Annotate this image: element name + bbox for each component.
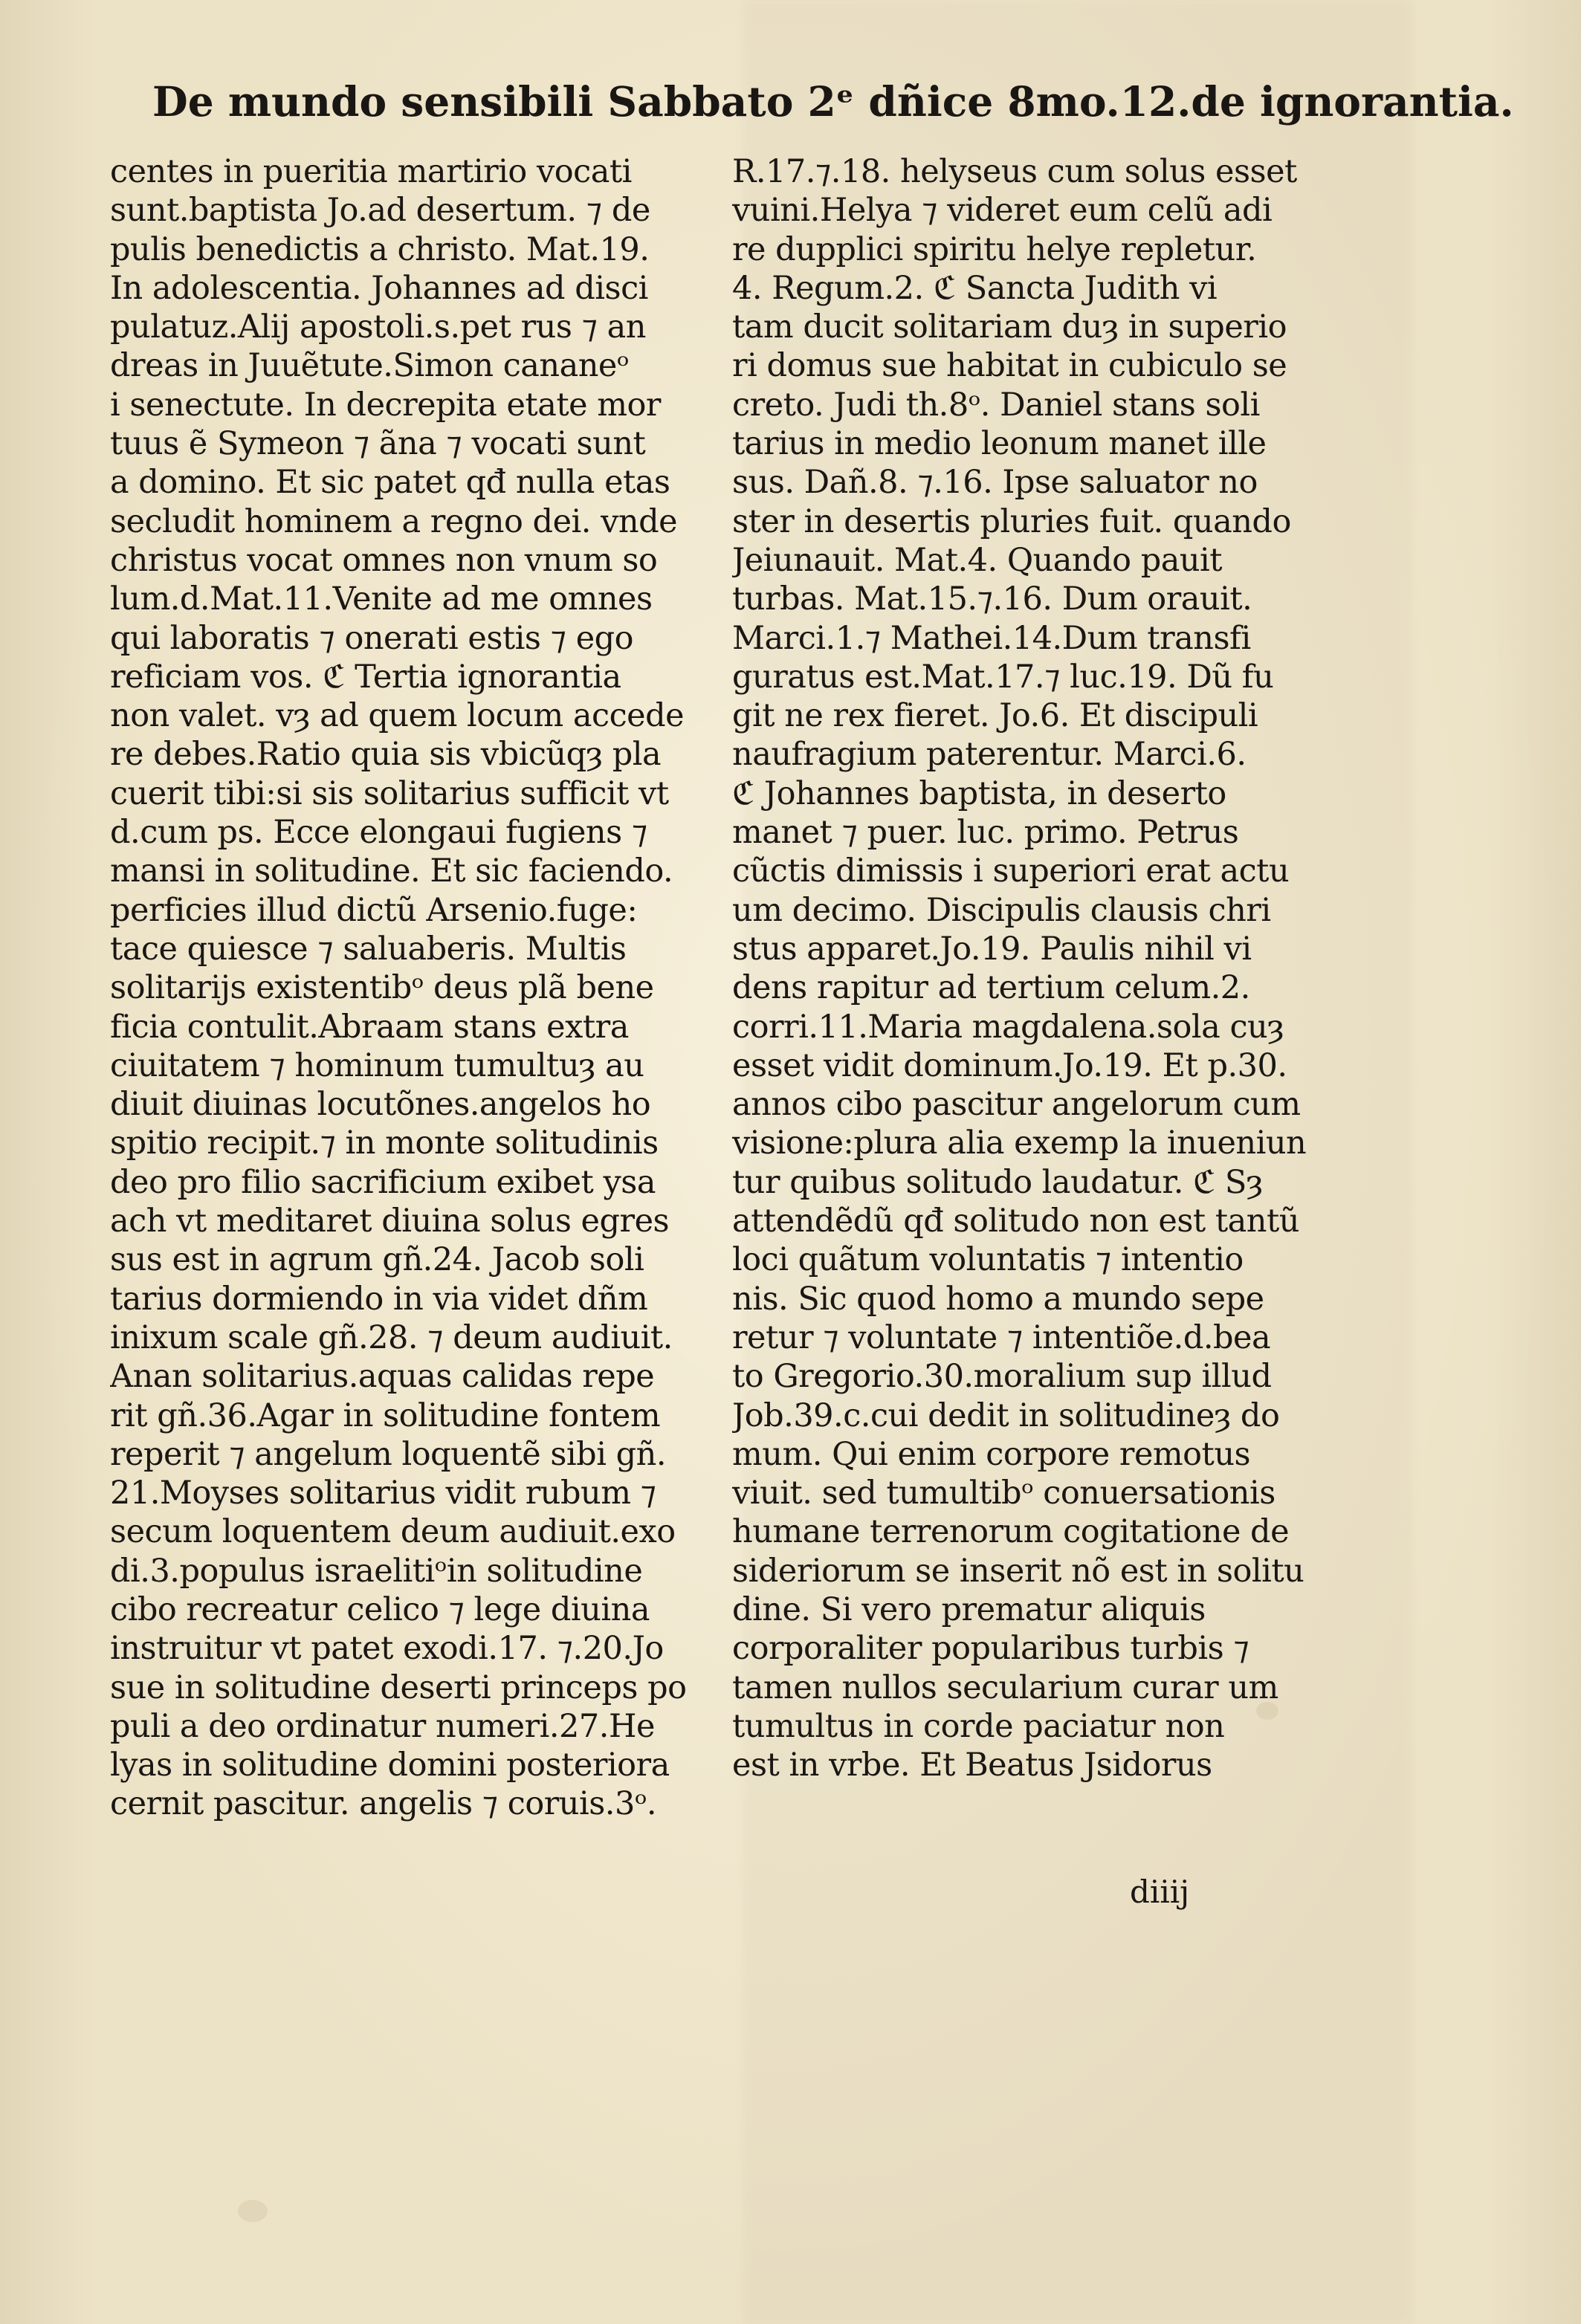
text-line: sue in solitudine deserti princeps po <box>110 1668 687 1706</box>
signature-mark: diiij <box>1130 1874 1190 1910</box>
text-line: visione:plura alia exemp la inueniun <box>732 1124 1307 1162</box>
right-text-column <box>732 152 1312 1784</box>
text-line: pulatuz.Alij apostoli.s.pet rus ⁊ an <box>110 308 646 346</box>
text-line: ciuitatem ⁊ hominum tumultuȝ au <box>110 1046 644 1084</box>
text-line: ster in desertis pluries fuit. quando <box>732 502 1291 540</box>
text-line: perficies illud dictũ Arsenio.fuge: <box>110 891 638 929</box>
text-line: d.cum ps. Ecce elongaui fugiens ⁊ <box>110 814 647 852</box>
text-line: nis. Sic quod homo a mundo sepe <box>732 1280 1264 1318</box>
text-line: reperit ⁊ angelum loquentẽ sibi gñ. <box>110 1435 667 1473</box>
text-line: tur quibus solitudo laudatur. ℭ Sȝ <box>732 1163 1263 1201</box>
text-line: manet ⁊ puer. luc. primo. Petrus <box>732 814 1239 852</box>
text-line: attendẽdũ qđ solitudo non est tantũ <box>732 1203 1299 1240</box>
text-line: secum loquentem deum audiuit.exo <box>110 1513 676 1551</box>
text-line: tam ducit solitariam duȝ in superio <box>732 308 1287 346</box>
text-line: tuus ẽ Symeon ⁊ ãna ⁊ vocati sunt <box>110 425 646 463</box>
text-line: In adolescentia. Johannes ad disci <box>110 269 648 307</box>
text-line: qui laboratis ⁊ onerati estis ⁊ ego <box>110 619 634 657</box>
text-line: corri.11.Maria magdalena.sola cuȝ <box>732 1008 1284 1046</box>
text-line: cernit pascitur. angelis ⁊ coruis.3ᵒ. <box>110 1785 657 1823</box>
text-line: tumultus in corde paciatur non <box>732 1707 1225 1745</box>
text-line: deo pro filio sacrificium exibet ysa <box>110 1163 656 1201</box>
text-line: viuit. sed tumultibᵒ conuersationis <box>732 1475 1276 1512</box>
text-line: re debes.Ratio quia sis vbicũqȝ pla <box>110 736 662 774</box>
text-line: dreas in Juuẽtute.Simon cananeᵒ <box>110 347 629 385</box>
text-line: tarius in medio leonum manet ille <box>732 425 1267 463</box>
text-line: turbas. Mat.15.⁊.16. Dum orauit. <box>732 580 1252 618</box>
text-line: puli a deo ordinatur numeri.27.He <box>110 1707 655 1745</box>
text-line: mansi in solitudine. Et sic faciendo. <box>110 852 673 890</box>
text-line: cũctis dimissis i superiori erat actu <box>732 852 1290 890</box>
text-line: rit gñ.36.Agar in solitudine fontem <box>110 1396 661 1434</box>
text-line: cibo recreatur celico ⁊ lege diuina <box>110 1590 650 1628</box>
text-line: sus. Dañ.8. ⁊.16. Ipse saluator no <box>732 464 1258 502</box>
text-line: naufragium paterentur. Marci.6. <box>732 736 1247 774</box>
text-line: 4. Regum.2. ℭ Sancta Judith vi <box>732 269 1218 307</box>
text-line: Jeiunauit. Mat.4. Quando pauit <box>732 541 1223 579</box>
left-text-column <box>110 152 690 1824</box>
text-line: mum. Qui enim corpore remotus <box>732 1435 1251 1473</box>
text-line: loci quãtum voluntatis ⁊ intentio <box>732 1241 1244 1279</box>
text-line: ach vt meditaret diuina solus egres <box>110 1203 670 1240</box>
text-line: Anan solitarius.aquas calidas repe <box>110 1358 655 1396</box>
text-line: sus est in agrum gñ.24. Jacob soli <box>110 1241 644 1279</box>
text-line: guratus est.Mat.17.⁊ luc.19. Dũ fu <box>732 658 1274 696</box>
text-line: di.3.populus israelitiᵒin solitudine <box>110 1552 643 1590</box>
text-line: i senectute. In decrepita etate mor <box>110 386 661 424</box>
text-line: pulis benedictis a christo. Mat.19. <box>110 230 650 268</box>
text-line: Marci.1.⁊ Mathei.14.Dum transfi <box>732 619 1251 657</box>
text-line: corporaliter popularibus turbis ⁊ <box>732 1630 1249 1668</box>
text-line: creto. Judi th.8ᵒ. Daniel stans soli <box>732 386 1260 424</box>
text-line: cuerit tibi:si sis solitarius sufficit vt <box>110 774 669 812</box>
text-line: spitio recipit.⁊ in monte solitudinis <box>110 1124 659 1162</box>
text-line: lum.d.Mat.11.Venite ad me omnes <box>110 580 653 618</box>
text-line: to Gregorio.30.moralium sup illud <box>732 1358 1272 1396</box>
text-line: est in vrbe. Et Beatus Jsidorus <box>732 1747 1212 1784</box>
text-line: vuini.Helya ⁊ videret eum celũ adi <box>732 192 1273 230</box>
text-line: inixum scale gñ.28. ⁊ deum audiuit. <box>110 1318 673 1356</box>
text-line: solitarijs existentibᵒ deus plã bene <box>110 969 654 1007</box>
text-line: non valet. vȝ ad quem locum accede <box>110 697 685 735</box>
text-line: ℭ Johannes baptista, in deserto <box>732 774 1226 812</box>
text-line: sideriorum se inserit nõ est in solitu <box>732 1552 1304 1590</box>
text-line: humane terrenorum cogitatione de <box>732 1513 1290 1551</box>
text-line: secludit hominem a regno dei. vnde <box>110 502 678 540</box>
text-line: git ne rex fieret. Jo.6. Et discipuli <box>732 697 1258 735</box>
text-line: tarius dormiendo in via videt dñm <box>110 1280 648 1318</box>
text-line: dine. Si vero prematur aliquis <box>732 1590 1206 1628</box>
text-line: a domino. Et sic patet qđ nulla etas <box>110 464 670 502</box>
text-line: retur ⁊ voluntate ⁊ intentiõe.d.bea <box>732 1318 1271 1356</box>
text-line: Job.39.c.cui dedit in solitudineȝ do <box>732 1396 1280 1434</box>
text-line: diuit diuinas locutõnes.angelos ho <box>110 1086 651 1124</box>
text-line: annos cibo pascitur angelorum cum <box>732 1086 1301 1124</box>
running-header: De mundo sensibili Sabbato 2ᵉ dñice 8mo.12.de ignorantia. <box>152 77 1514 126</box>
text-line: lyas in solitudine domini posteriora <box>110 1747 670 1784</box>
text-line: tace quiesce ⁊ saluaberis. Multis <box>110 930 627 968</box>
text-line: stus apparet.Jo.19. Paulis nihil vi <box>732 930 1252 968</box>
foxing-spot <box>238 2200 268 2222</box>
text-line: re dupplici spiritu helye repletur. <box>732 230 1257 268</box>
text-line: ficia contulit.Abraam stans extra <box>110 1008 629 1046</box>
text-line: reficiam vos. ℭ Tertia ignorantia <box>110 658 621 696</box>
text-line: esset vidit dominum.Jo.19. Et p.30. <box>732 1046 1287 1084</box>
text-line: R.17.⁊.18. helyseus cum solus esset <box>732 153 1297 190</box>
text-line: dens rapitur ad tertium celum.2. <box>732 969 1250 1007</box>
text-line: um decimo. Discipulis clausis chri <box>732 891 1271 929</box>
text-line: centes in pueritia martirio vocati <box>110 153 632 190</box>
text-line: instruitur vt patet exodi.17. ⁊.20.Jo <box>110 1630 664 1668</box>
text-line: 21.Moyses solitarius vidit rubum ⁊ <box>110 1475 656 1512</box>
text-line: tamen nullos secularium curar um <box>732 1668 1278 1706</box>
text-line: christus vocat omnes non vnum so <box>110 541 658 579</box>
text-line: ri domus sue habitat in cubiculo se <box>732 347 1287 385</box>
text-line: sunt.baptista Jo.ad desertum. ⁊ de <box>110 192 650 230</box>
